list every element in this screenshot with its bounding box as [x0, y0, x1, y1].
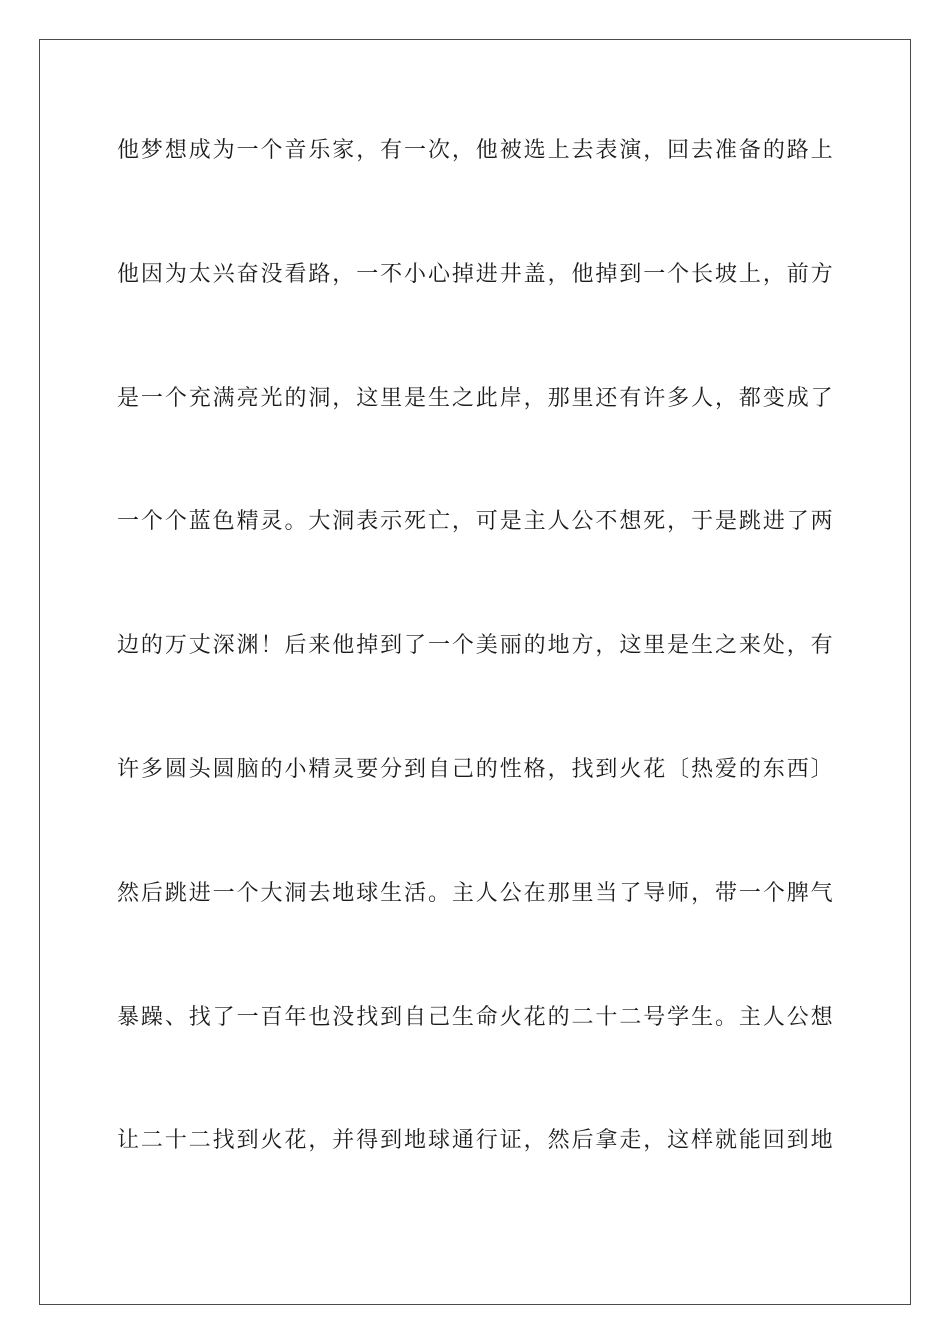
text-line-2: 他因为太兴奋没看路，一不小心掉进井盖，他掉到一个长坡上，前方: [117, 261, 833, 287]
text-line-9: 让二十二找到火花，并得到地球通行证，然后拿走，这样就能回到地: [117, 1128, 833, 1154]
text-line-4: 一个个蓝色精灵。大洞表示死亡，可是主人公不想死，于是跳进了两: [117, 509, 833, 535]
text-line-1: 他梦想成为一个音乐家，有一次，他被选上去表演，回去准备的路上: [117, 138, 833, 163]
text-line-6: 许多圆头圆脑的小精灵要分到自己的性格，找到火花〔热爱的东西〕: [117, 756, 833, 782]
text-line-7: 然后跳进一个大洞去地球生活。主人公在那里当了导师，带一个脾气: [117, 880, 833, 906]
text-line-3: 是一个充满亮光的洞，这里是生之此岸，那里还有许多人，都变成了: [117, 385, 833, 411]
text-line-5: 边的万丈深渊！后来他掉到了一个美丽的地方，这里是生之来处，有: [117, 633, 833, 659]
document-body: [117, 128, 833, 1242]
text-line-8: 暴躁、找了一百年也没找到自己生命火花的二十二号学生。主人公想: [117, 1004, 833, 1030]
